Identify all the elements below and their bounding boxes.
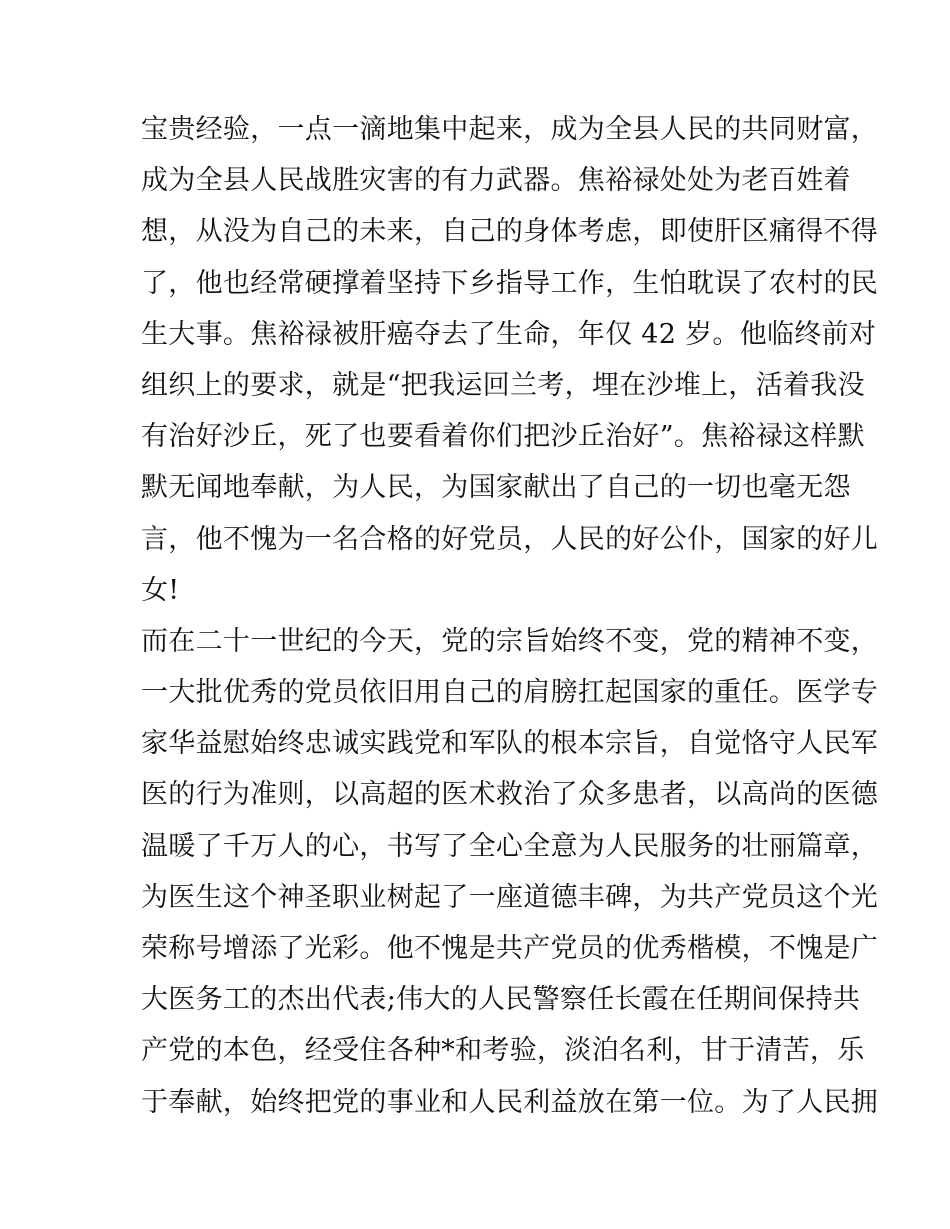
text-line: 宝贵经验，一点一滴地集中起来，成为全县人民的共同财富， [141, 114, 879, 145]
text-line: 言，他不愧为一名合格的好党员，人民的好公仆，国家的好儿 [141, 523, 879, 555]
text-line: 而在二十一世纪的今天，党的宗旨始终不变，党的精神不变， [141, 625, 879, 657]
text-line: 一大批优秀的党员依旧用自己的肩膀扛起国家的重任。医学专 [141, 677, 879, 709]
text-line: 有治好沙丘，死了也要看着你们把沙丘治好”。焦裕禄这样默 [141, 421, 865, 453]
text-line: 家华益慰始终忠诚实践党和军队的根本宗旨，自觉恪守人民军 [141, 728, 879, 760]
text-line: 温暖了千万人的心，书写了全心全意为人民服务的壮丽篇章， [141, 830, 879, 862]
text-line: 为医生这个神圣职业树起了一座道德丰碑，为共产党员这个光 [141, 881, 879, 913]
text-line: 大医务工的杰出代表;伟大的人民警察任长霞在任期间保持共 [141, 984, 861, 1016]
text-line: 生大事。焦裕禄被肝癌夺去了生命，年仅 42 岁。他临终前对 [141, 318, 877, 350]
text-line: 想，从没为自己的未来，自己的身体考虑，即使肝区痛得不得 [141, 216, 879, 248]
text-line: 默无闻地奉献，为人民，为国家献出了自己的一切也毫无怨 [141, 472, 851, 504]
text-line: 于奉献，始终把党的事业和人民利益放在第一位。为了人民拥 [141, 1086, 879, 1118]
text-line: 荣称号增添了光彩。他不愧是共产党员的优秀楷模，不愧是广 [141, 933, 879, 964]
text-line: 成为全县人民战胜灾害的有力武器。焦裕禄处处为老百姓着 [141, 165, 851, 197]
text-line: 组织上的要求，就是“把我运回兰考，埋在沙堆上，活着我没 [141, 369, 865, 401]
body-text [141, 104, 879, 1128]
text-line: 了，他也经常硬撑着坚持下乡指导工作，生怕耽误了农村的民 [141, 267, 879, 299]
text-line: 女! [141, 574, 180, 606]
text-line: 医的行为准则，以高超的医术救治了众多患者，以高尚的医德 [141, 779, 879, 811]
text-line: 产党的本色，经受住各种*和考验，淡泊名利，甘于清苦，乐 [141, 1035, 865, 1067]
